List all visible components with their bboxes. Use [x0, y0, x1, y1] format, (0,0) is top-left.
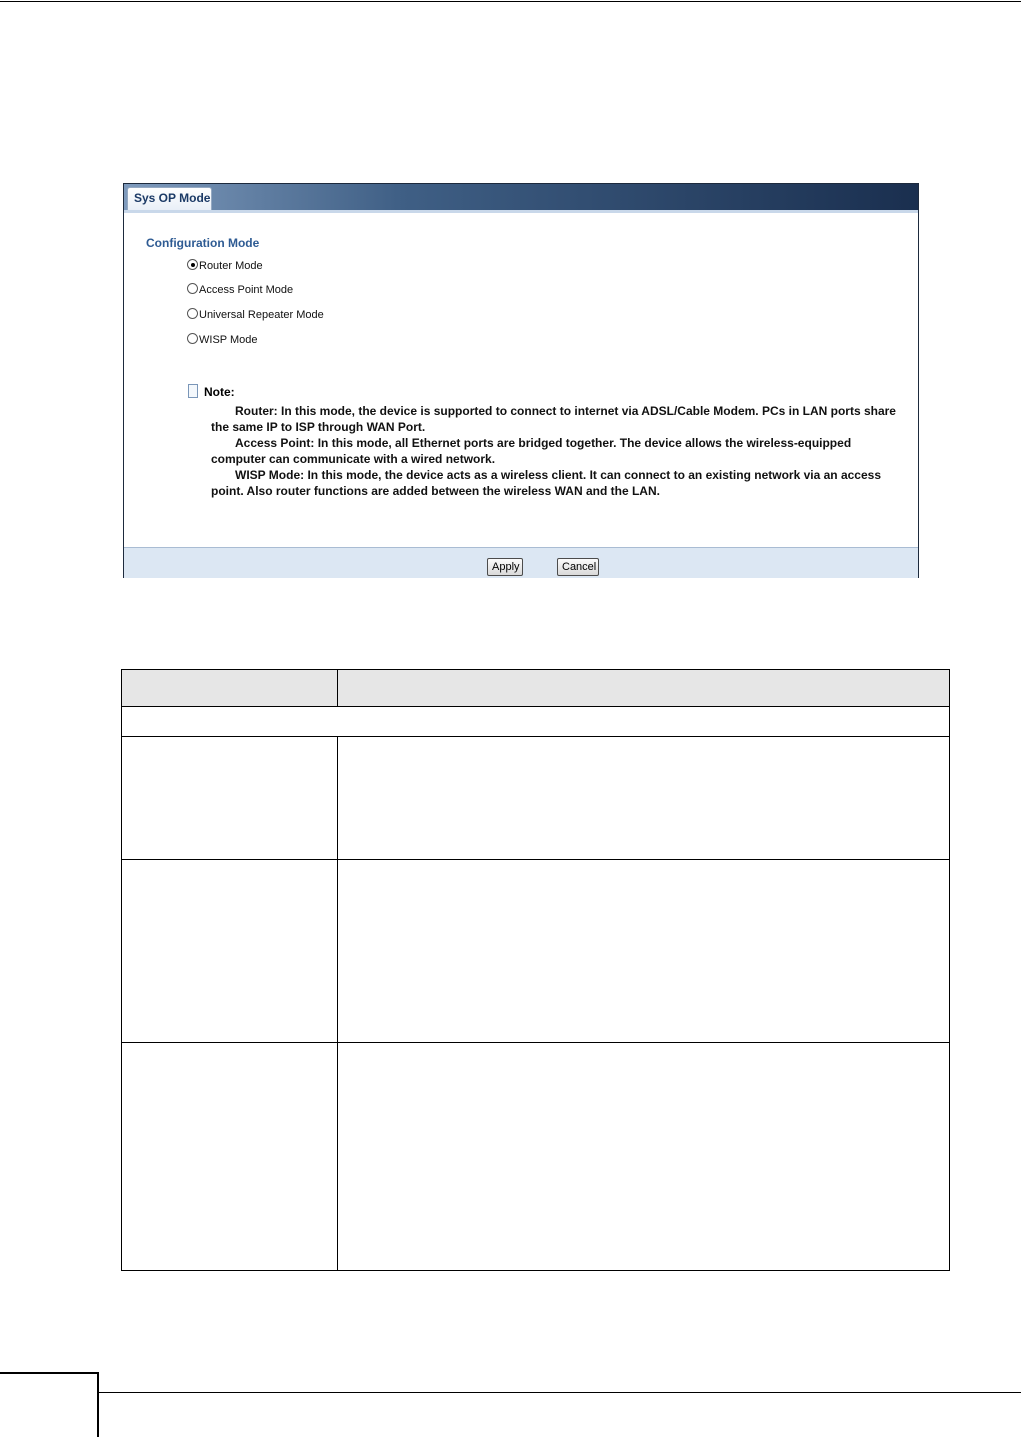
top-rule — [0, 1, 1021, 2]
tab-sys-op-mode[interactable]: Sys OP Mode — [127, 187, 212, 210]
note-wisp-text: WISP Mode: In this mode, the device acts as a wireless client. It can connect to an existing network via an access point. Also router functions are added between the wireless WAN and the LAN. — [211, 468, 881, 498]
wisp-mode-option[interactable] — [187, 334, 258, 346]
access-point-mode-radio[interactable] — [187, 283, 198, 294]
note-text — [211, 403, 901, 499]
note-access-point-text: Access Point: In this mode, all Ethernet ports are bridged together. The device allows the wireless-equipped computer can communicate with a wired network. — [211, 436, 852, 466]
configuration-mode-title: Configuration Mode — [146, 236, 260, 250]
table-header-row — [122, 670, 950, 707]
note-label: Note: — [204, 385, 235, 399]
apply-button[interactable]: Apply — [487, 558, 523, 576]
tab-bar — [124, 184, 918, 213]
universal-repeater-mode-option[interactable] — [187, 309, 324, 321]
router-mode-option[interactable] — [187, 260, 263, 272]
table-row — [122, 1043, 950, 1271]
wisp-mode-radio[interactable] — [187, 333, 198, 344]
router-mode-radio[interactable] — [187, 259, 198, 270]
universal-repeater-mode-label: Universal Repeater Mode — [199, 309, 324, 321]
table-cell — [122, 737, 338, 860]
table-header-cell — [122, 670, 338, 707]
sys-op-mode-panel — [123, 183, 919, 578]
table-cell — [338, 737, 950, 860]
table-section-row — [122, 707, 950, 737]
table-row — [122, 860, 950, 1043]
table-cell — [122, 860, 338, 1043]
description-table — [121, 669, 950, 1271]
note-router-text: Router: In this mode, the device is supported to connect to internet via ADSL/Cable Modem. PCs in LAN ports share the same IP to ISP through WAN Port. — [211, 404, 896, 434]
table-cell — [122, 1043, 338, 1271]
table-header-cell — [338, 670, 950, 707]
access-point-mode-label: Access Point Mode — [199, 284, 294, 296]
footer-rule — [99, 1392, 1021, 1393]
page-number-box — [0, 1372, 99, 1437]
access-point-mode-option[interactable] — [187, 284, 293, 296]
button-footer — [124, 547, 918, 578]
note-icon — [188, 384, 198, 398]
table-section-cell — [122, 707, 950, 737]
table-row — [122, 737, 950, 860]
cancel-button[interactable]: Cancel — [557, 558, 599, 576]
table-cell — [338, 1043, 950, 1271]
router-mode-label: Router Mode — [199, 260, 263, 272]
wisp-mode-label: WISP Mode — [199, 334, 258, 346]
universal-repeater-mode-radio[interactable] — [187, 308, 198, 319]
table-cell — [338, 860, 950, 1043]
